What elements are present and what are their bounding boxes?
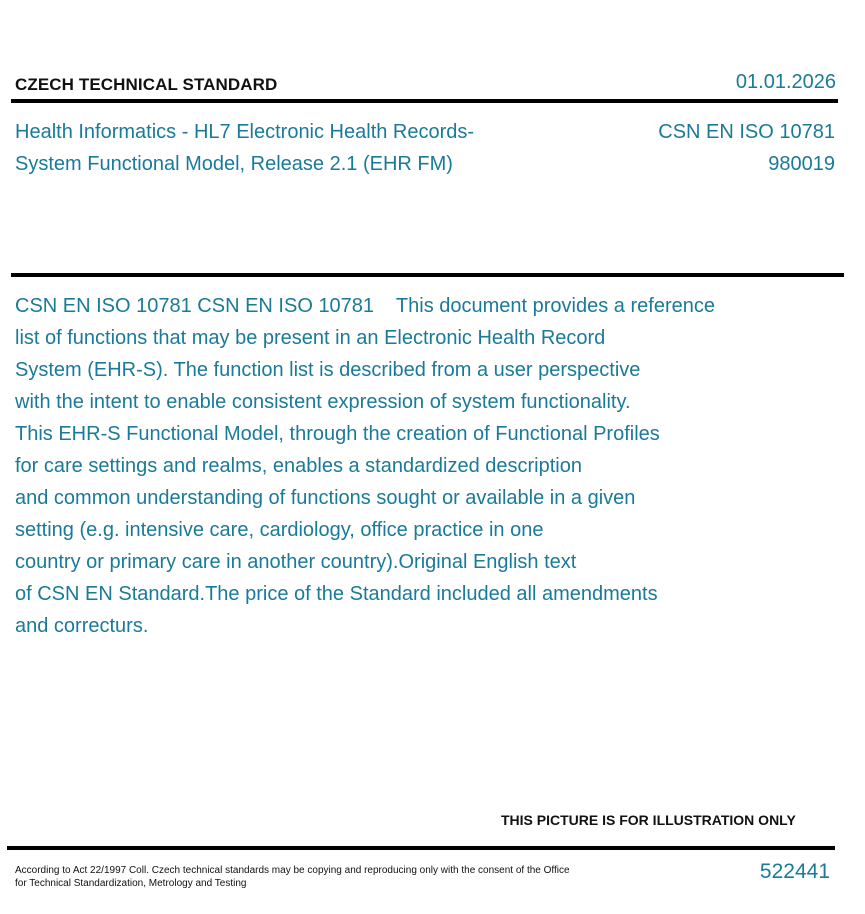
legal-notice-line: for Technical Standardization, Metrology and Testing	[15, 878, 247, 889]
description-line: and common understanding of functions sought or available in a given	[15, 487, 636, 509]
document-code: 522441	[759, 860, 830, 883]
description-line: setting (e.g. intensive care, cardiology, office practice in one	[15, 519, 544, 541]
illustration-note: THIS PICTURE IS FOR ILLUSTRATION ONLY	[501, 812, 796, 828]
description-line: This EHR-S Functional Model, through the creation of Functional Profiles	[15, 423, 660, 445]
description-line: and correcturs.	[15, 615, 149, 637]
standard-title	[15, 116, 474, 180]
header-divider	[11, 99, 838, 103]
standard-number: CSN EN ISO 10781	[658, 121, 835, 143]
description-line: country or primary care in another country).Original English text	[15, 551, 577, 573]
description-line: System (EHR-S). The function list is described from a user perspective	[15, 359, 641, 381]
standard-identifiers	[658, 116, 835, 180]
document-header-label: CZECH TECHNICAL STANDARD	[15, 75, 278, 94]
section-divider	[11, 273, 844, 277]
description-line: of CSN EN Standard.The price of the Standard included all amendments	[15, 583, 658, 605]
catalog-number: 980019	[768, 153, 835, 175]
publication-date: 01.01.2026	[735, 71, 836, 93]
description-line: with the intent to enable consistent expression of system functionality.	[15, 391, 631, 413]
legal-notice	[15, 864, 570, 890]
standard-title-line: Health Informatics - HL7 Electronic Health Records-	[15, 121, 475, 143]
standard-title-line: System Functional Model, Release 2.1 (EHR FM)	[15, 153, 453, 175]
description-line: list of functions that may be present in an Electronic Health Record	[15, 327, 606, 349]
description-line: CSN EN ISO 10781 CSN EN ISO 10781 This document provides a reference	[15, 295, 715, 317]
standard-description	[15, 290, 815, 642]
description-line: for care settings and realms, enables a standardized description	[15, 455, 582, 477]
legal-notice-line: According to Act 22/1997 Coll. Czech technical standards may be copying and reproducing only with the consent of the Office	[15, 865, 570, 876]
footer-divider	[7, 846, 835, 850]
